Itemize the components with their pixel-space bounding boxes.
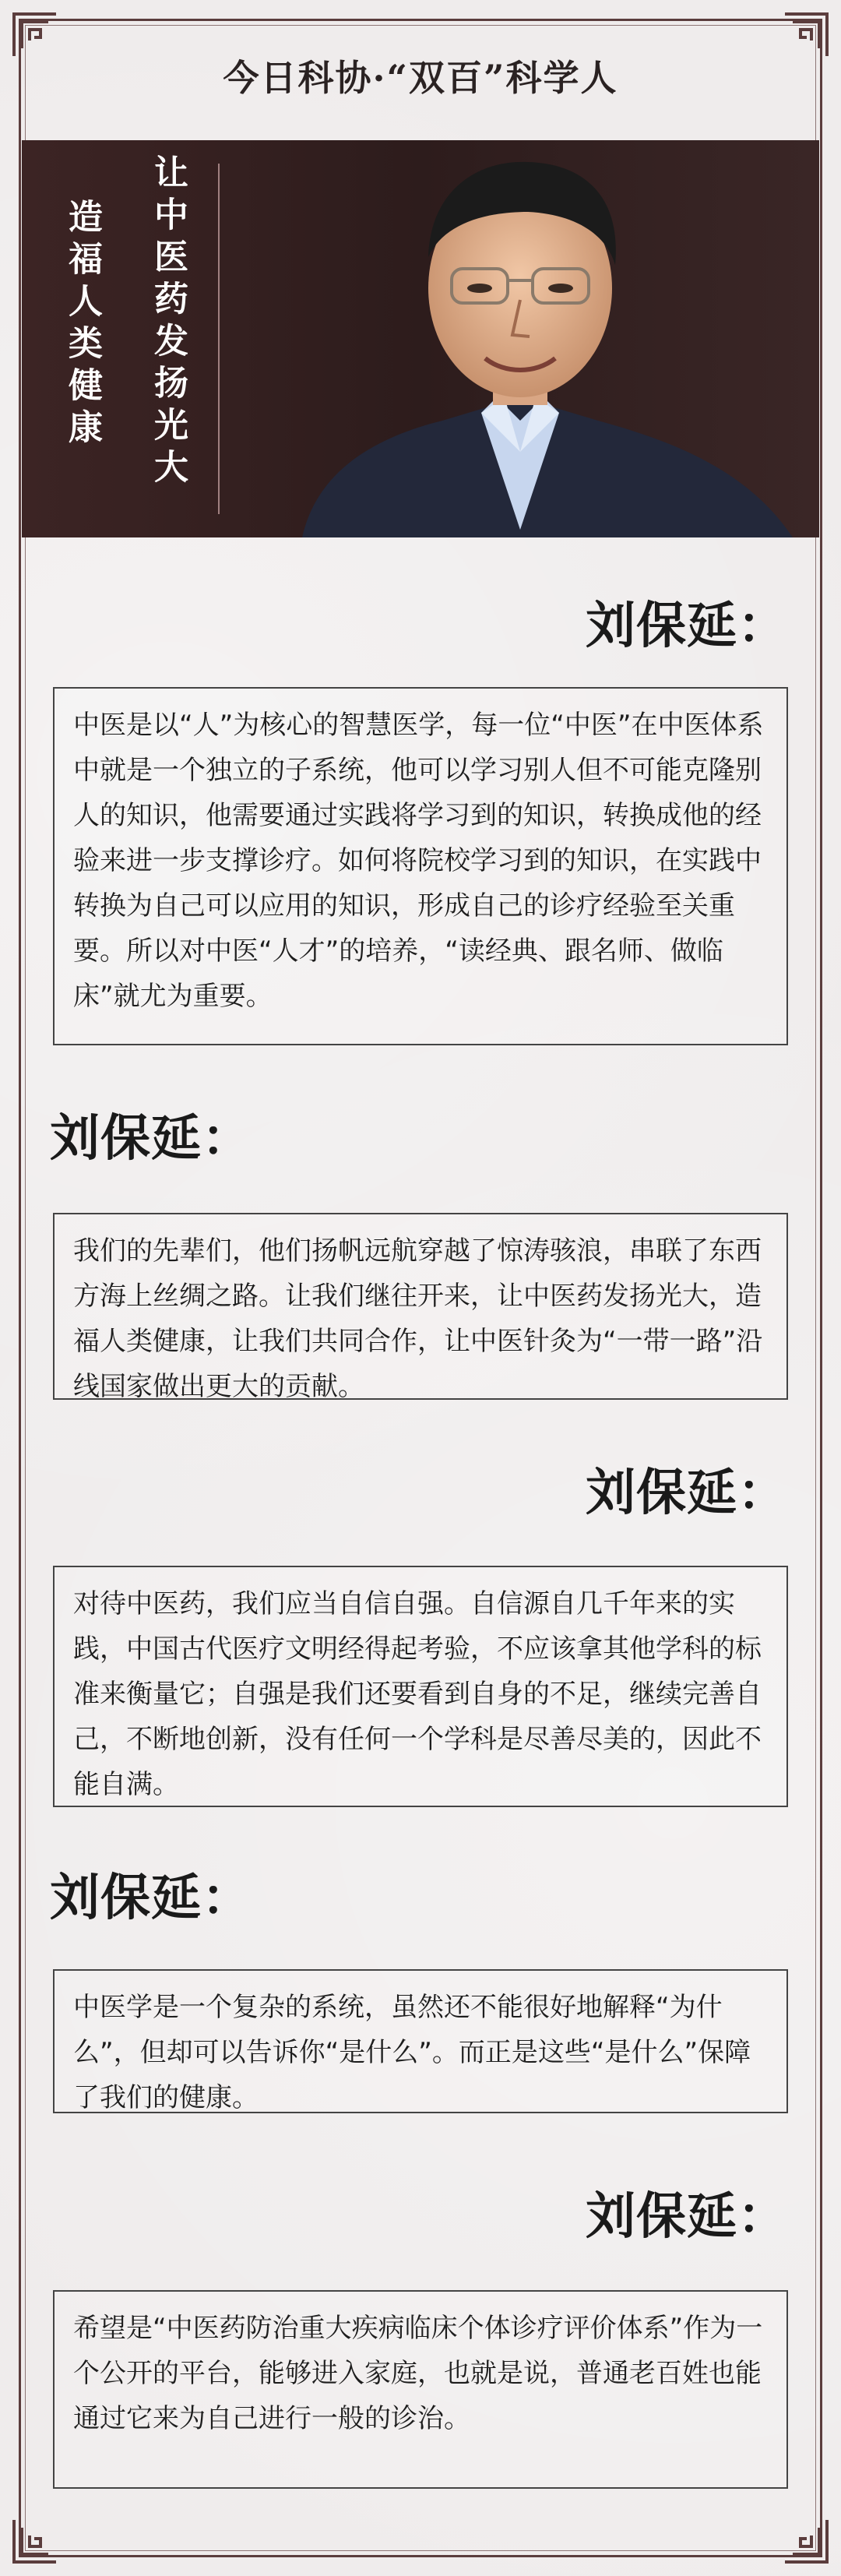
slogan-line-2: 造福人类健康 (62, 199, 102, 451)
quote-box (53, 1213, 788, 1400)
portrait-banner (22, 140, 819, 537)
quote-text: 中医学是一个复杂的系统，虽然还不能很好地解释“为什么”，但却可以告诉你“是什么”。而正是这些“是什么”保障了我们的健康。 (73, 1992, 751, 2113)
speaker-name: 刘保延： (50, 1869, 252, 1927)
quote-text: 中医是以“人”为核心的智慧医学，每一位“中医”在中医体系中就是一个独立的子系统，他可以学习别人但不可能克隆别人的知识，他需要通过实践将学习到的知识，转换成他的经验来进一步支撑诊疗。如何将院校学习到的知识，在实践中转换为自己可以应用的知识，形成自己的诊疗经验至关重要。所以对中医“人才”的培养，“读经典、跟名师、做临床”就尤为重要。 (73, 710, 764, 1012)
quote-text: 希望是“中医药防治重大疾病临床个体诊疗评价体系”作为一个公开的平台，能够进入家庭，也就是说，普通老百姓也能通过它来为自己进行一般的诊治。 (73, 2313, 763, 2434)
page-title: 今日科协·“双百”科学人 (223, 57, 618, 99)
speaker-name: 刘保延： (586, 1464, 788, 1522)
quote-box (53, 2290, 788, 2489)
quote-box (53, 1566, 788, 1807)
speaker-name: 刘保延： (50, 1110, 252, 1168)
corner-ornament-icon (11, 2517, 59, 2565)
quote-box (53, 687, 788, 1045)
speaker-name: 刘保延： (586, 2188, 788, 2246)
speaker-name: 刘保延： (586, 597, 788, 655)
slogan-line-1: 让中医药发扬光大 (148, 154, 188, 491)
corner-ornament-icon (782, 2517, 830, 2565)
portrait-photo (248, 140, 819, 537)
quote-text: 对待中医药，我们应当自信自强。自信源自几千年来的实践，中国古代医疗文明经得起考验，不应该拿其他学科的标准来衡量它；自强是我们还要看到自身的不足，继续完善自己，不断地创新，没有任何一个学科是尽善尽美的，因此不能自满。 (73, 1588, 762, 1800)
quote-box (53, 1969, 788, 2113)
banner-divider (218, 164, 220, 514)
quote-text: 我们的先辈们，他们扬帆远航穿越了惊涛骇浪，串联了东西方海上丝绸之路。让我们继往开来，让中医药发扬光大，造福人类健康，让我们共同合作，让中医针灸为“一带一路”沿线国家做出更大的贡献。 (73, 1235, 763, 1402)
